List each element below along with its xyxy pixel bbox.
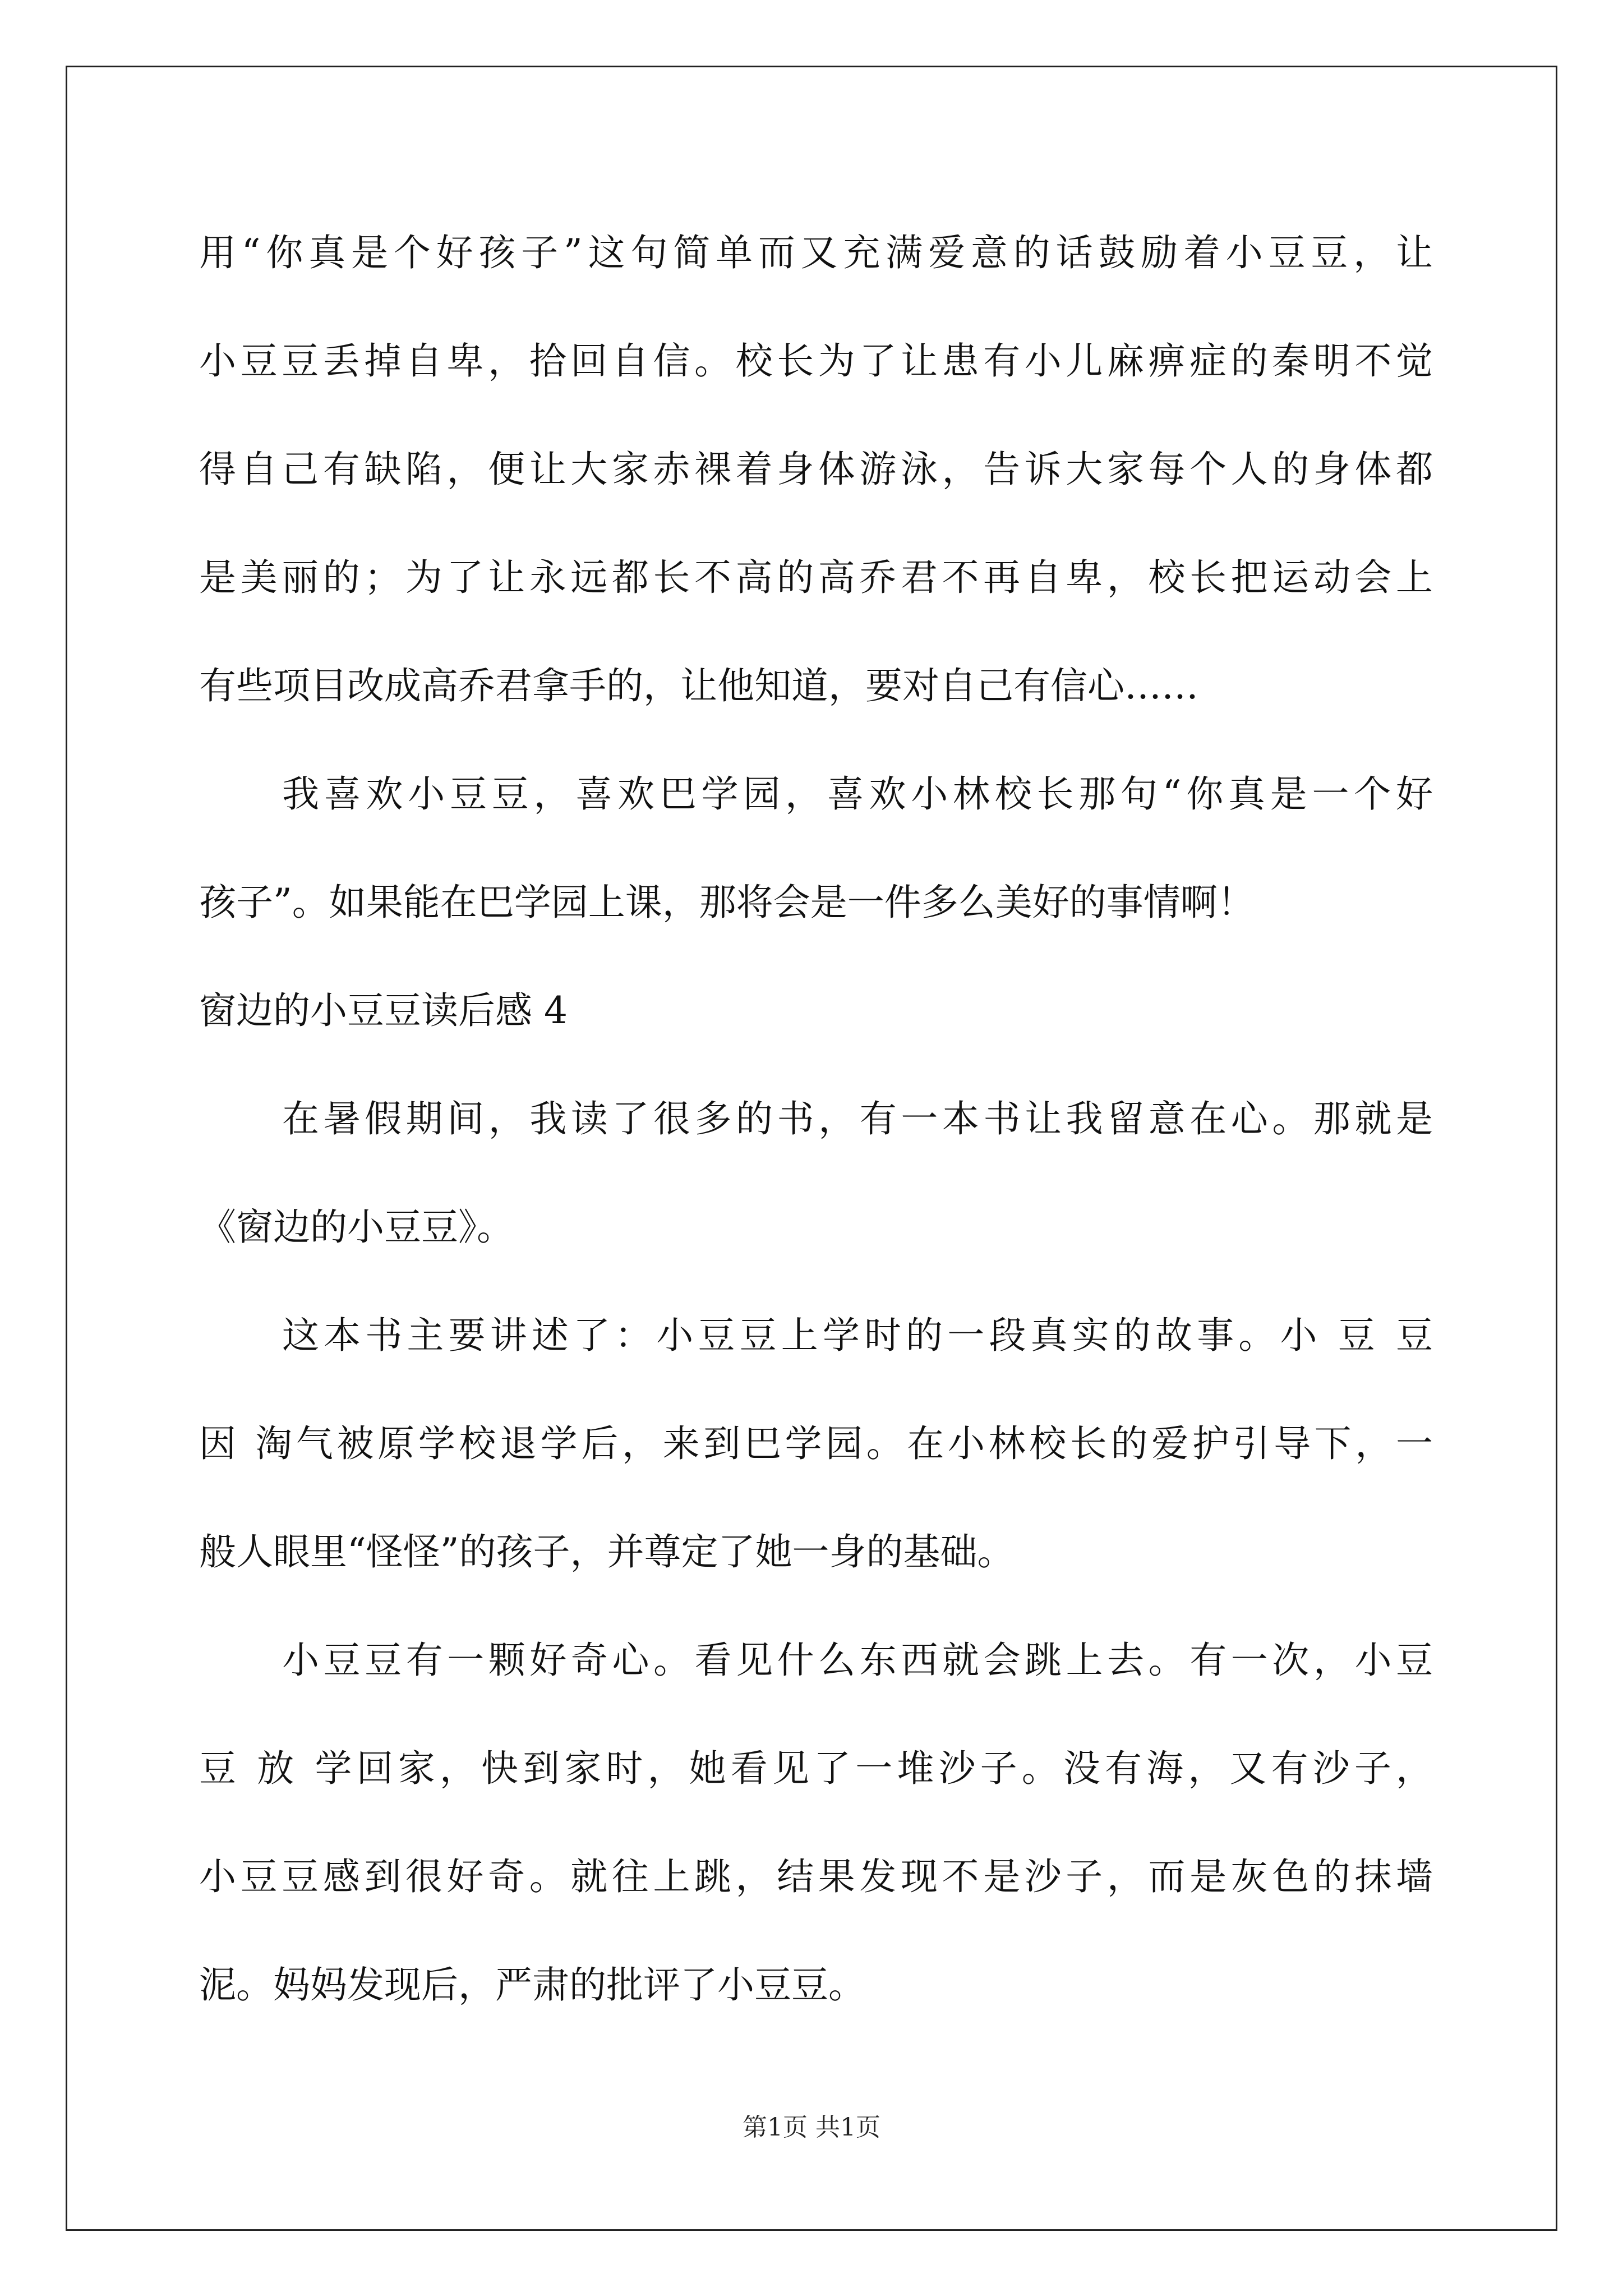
- text-line: 用“你真是个好孩子”这句简单而又充满爱意的话鼓励着小豆豆，让: [199, 231, 1433, 274]
- text-line: 孩子”。如果能在巴学园上课，那将会是一件多么美好的事情啊！: [199, 881, 1255, 924]
- text-line: 泥。妈妈发现后，严肃的批评了小豆豆。: [199, 1963, 865, 2007]
- text-line: 小豆豆丢掉自卑，拾回自信。校长为了让患有小儿麻痹症的秦明不觉: [199, 339, 1433, 383]
- text-line: 豆 放 学回家，快到家时，她看见了一堆沙子。没有海，又有沙子，: [199, 1747, 1433, 1790]
- section-heading: 窗边的小豆豆读后感 4: [199, 989, 568, 1032]
- page-footer: 第1页 共1页: [743, 2113, 880, 2142]
- paragraph-first-line: 小豆豆有一颗好奇心。看见什么东西就会跳上去。有一次，小豆: [282, 1639, 1433, 1682]
- text-line: 因 淘气被原学校退学后，来到巴学园。在小林校长的爱护引导下，一: [199, 1422, 1433, 1465]
- paragraph-first-line: 我喜欢小豆豆，喜欢巴学园，喜欢小林校长那句“你真是一个好: [282, 772, 1433, 816]
- text-line: 得自己有缺陷，便让大家赤裸着身体游泳，告诉大家每个人的身体都: [199, 448, 1433, 491]
- text-line: 般人眼里“怪怪”的孩子，并尊定了她一身的基础。: [199, 1530, 1015, 1573]
- text-line: 是美丽的；为了让永远都长不高的高乔君不再自卑，校长把运动会上: [199, 556, 1433, 599]
- paragraph-first-line: 在暑假期间，我读了很多的书，有一本书让我留意在心。那就是: [282, 1097, 1433, 1140]
- text-line: 小豆豆感到很好奇。就往上跳，结果发现不是沙子，而是灰色的抹墙: [199, 1855, 1433, 1898]
- paragraph-first-line: 这本书主要讲述了：小豆豆上学时的一段真实的故事。小 豆 豆: [282, 1314, 1433, 1357]
- document-body: [199, 216, 1433, 2056]
- text-line: 有些项目改成高乔君拿手的，让他知道，要对自己有信心……: [199, 664, 1198, 707]
- text-line: 《窗边的小豆豆》。: [199, 1205, 514, 1249]
